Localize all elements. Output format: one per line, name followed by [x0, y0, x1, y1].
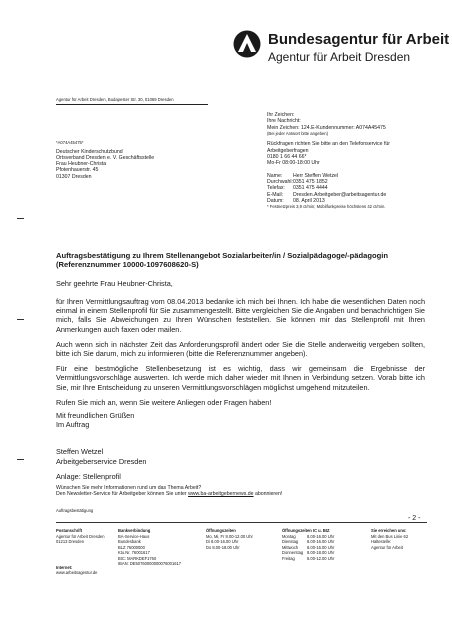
footer-oeffnung: Öffnungszeiten Mo, Mi, Fr 8.00-12.00 Uhr Di 8.00-16.00 Uhr Do 8.00-18.00 Uhr	[206, 528, 253, 550]
address-block	[56, 140, 154, 180]
footer-postanschrift: Postanschrift Agentur für Arbeit Dresden 01213 Dresden Internet: www.arbeitsagentur.de	[56, 528, 105, 575]
address-line: Ortsverband Dresden e. V. Geschäftsstelle	[56, 154, 155, 161]
letter-date: 08. April 2013	[293, 197, 325, 204]
field-phone: Durchwahl: 0351 475 1852	[267, 178, 328, 185]
fold-mark	[17, 459, 24, 460]
newsletter-line: Wünschen Sie mehr Informationen rund um das Thema Arbeit?	[56, 485, 202, 492]
field-name: Name: Herr Steffen Wetzel	[267, 172, 339, 179]
contact-phone: 0351 475 1852	[293, 178, 328, 185]
contact-email-link[interactable]: Dresden.Arbeitgeber@arbeitsagentur.de	[293, 191, 387, 198]
field-email: E-Mail: Dresden.Arbeitgeber@arbeitsagentur.de	[267, 191, 387, 198]
page-number: - 2 -	[408, 515, 421, 522]
closing: Im Auftrag	[56, 420, 90, 430]
contact-line: Mo-Fr 08:00-18:00 Uhr	[267, 160, 320, 167]
fold-mark	[17, 218, 24, 219]
footer-doc-label: Auftragsbestätigung	[56, 508, 94, 513]
closing: Mit freundlichen Grüßen	[56, 411, 135, 421]
sender-underline	[56, 104, 208, 105]
org-name: Bundesagentur für Arbeit	[268, 31, 450, 48]
field-fax: Telefax: 0351 475 4444	[267, 185, 328, 192]
contact-line: Rückfragen richten Sie bitte an den Telefonservice für	[267, 141, 391, 148]
footer-bank: Bankverbindung BA-Service-Haus Bundesbank BLZ 76000000 Kto.Nr. 76001617 BIC: MARKDEF1760 IBAN: DE50760000000076001617	[118, 528, 182, 566]
contact-name: Herr Steffen Wetzel	[293, 172, 339, 179]
newsletter-line: Den Newsletter-Service für Arbeitgeber können Sie unter www.ba-arbeitgebernews.de abonnieren!	[56, 491, 283, 498]
website-link[interactable]: www.arbeitsagentur.de	[56, 570, 98, 575]
footer-oeffnung-ic: Öffnungszeiten IC u. BIZ Montag 8.00-16.00 Uhr Dienstag 8.00-16.00 Uhr Mittwoch 8.00-16.00 Uhr Donnerstag 8.00-18.00 Uhr Freitag 8.00-12.00 Uhr	[282, 528, 335, 561]
subject: Auftragsbestätigung zu Ihrem Stellenangebot Sozialarbeiter/in / Sozialpädagoge/-pädagogin (Referenznummer 10000-1097608620-S)	[56, 251, 389, 270]
footer-rule	[56, 522, 427, 523]
paragraph: Rufen Sie mich an, wenn Sie weitere Anliegen oder Fragen haben!	[56, 397, 272, 407]
footer-erreichen: Sie erreichen uns: Mit den Bus Linie 62 Haltestelle: Agentur für Arbeit	[371, 528, 409, 550]
address-line: Pfotenhauerstr. 45	[56, 167, 99, 174]
paragraph: Auch wenn sich in nächster Zeit das Anforderungsprofil ändert oder Sie die Stelle anderweitig vergeben sollten, bitte ich Sie darum, mich zu informieren (bitte die Referenznummer angeben).	[56, 339, 425, 359]
sender-line: Agentur für Arbeit Dresden, Budapester Str. 30, 01069 Dresden	[56, 97, 174, 102]
paragraph: für Ihren Vermittlungsauftrag vom 08.04.2013 bedanke ich mich bei Ihnen. Ich habe die wesentlichen Daten noch einmal in einem Stellenprofil für Sie zusammengestellt. Bitte vergleichen Sie die Angaben und benachrichtigen Sie mich, falls Sie Abweichungen zu Ihren Wünschen feststellen. Sie können mir das Stellenprofil mit Ihren Anmerkungen auch faxen oder mailen.	[56, 297, 425, 334]
contact-line: 0180 1 66 44 66*	[267, 154, 307, 161]
attachment: Anlage: Stellenprofil	[56, 471, 121, 481]
paragraph: Für eine bestmögliche Stellenbesetzung ist es wichtig, dass wir gemeinsam die Ergebnisse der Vermittlungsvorschläge auswerten. Ich werde mich daher wieder mit Ihnen in Verbindung setzen. Vorab bitte ich Sie, mir Ihre Entscheidung zu unseren Vermittlungsvorschlägen möglichst umgehend mitzuteilen.	[56, 364, 425, 392]
address-line: Deutscher Kinderschutzbund	[56, 148, 123, 155]
signature-name: Steffen Wetzel	[56, 447, 104, 457]
contact-fax: 0351 475 4444	[293, 185, 328, 192]
reference-block	[267, 112, 437, 210]
ref-line: Mein Zeichen: 124.E-Kundennummer: A074A45475	[267, 124, 386, 131]
ref-line: Ihr Zeichen:	[267, 112, 295, 118]
field-date: Datum: 08. April 2013	[267, 197, 325, 204]
newsletter-link[interactable]: www.ba-arbeitgebernews.de	[188, 491, 254, 498]
address-line: Frau Heubner-Christa	[56, 161, 107, 168]
phone-footnote: * Festnetzpreis 3,9 ct/min; Mobilfunkpreise höchstens 42 ct/min.	[267, 204, 386, 210]
address-code: *A074A45475*	[56, 140, 84, 145]
contact-line: Arbeitgeberfragen	[267, 147, 309, 154]
salutation: Sehr geehrte Frau Heubner-Christa,	[56, 278, 173, 288]
agency-name: Agentur für Arbeit Dresden	[268, 50, 411, 64]
signature-dept: Arbeitgeberservice Dresden	[56, 456, 147, 466]
ref-note: (Bei jeder Antwort bitte angeben)	[267, 130, 328, 136]
punch-mark	[17, 319, 24, 320]
ref-line: Ihre Nachricht:	[267, 118, 301, 125]
ba-logo-icon	[232, 30, 262, 58]
address-line: 01307 Dresden	[56, 173, 92, 180]
letter-body	[56, 251, 425, 498]
